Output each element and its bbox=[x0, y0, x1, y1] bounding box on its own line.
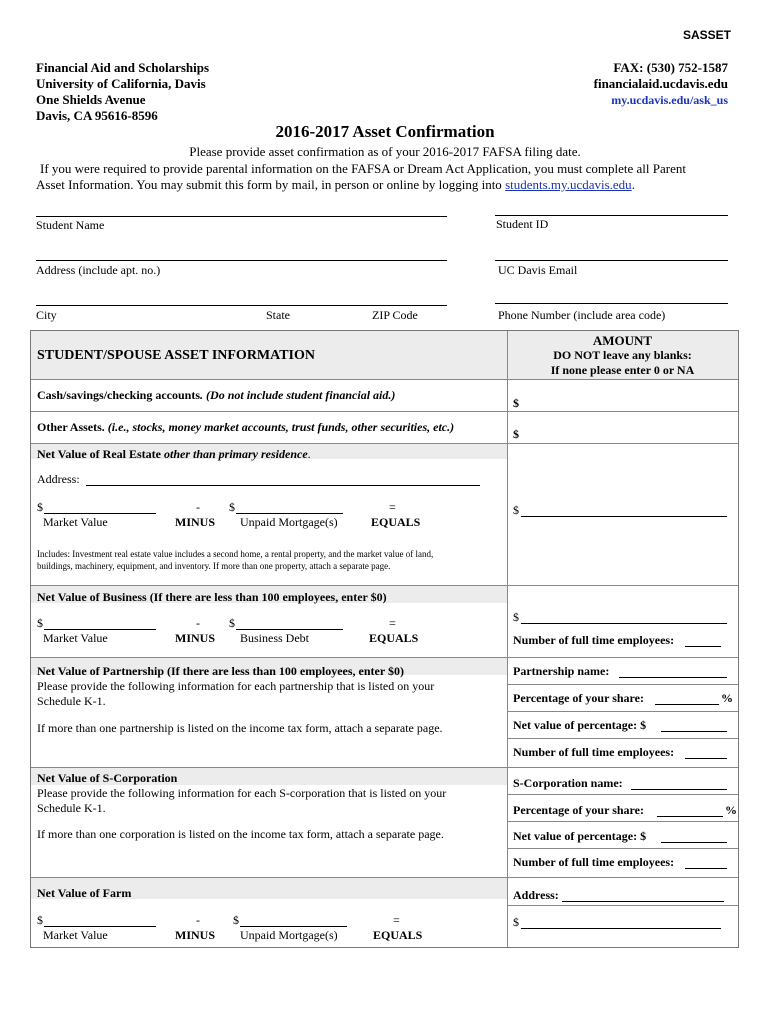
scorp-net-line[interactable] bbox=[661, 842, 727, 843]
business-title: Net Value of Business (If there are less than 100 employees, enter $0) bbox=[37, 590, 387, 604]
partnership-title: Net Value of Partnership (If there are less than 100 employees, enter $0) bbox=[37, 664, 404, 678]
farm-address-label: Address: bbox=[513, 888, 559, 902]
website: financialaid.ucdavis.edu bbox=[593, 76, 728, 91]
realestate-market-line[interactable] bbox=[44, 513, 156, 514]
farm-market-line[interactable] bbox=[44, 926, 156, 927]
scorp-name-line[interactable] bbox=[631, 789, 727, 790]
office-line2: University of California, Davis bbox=[36, 76, 206, 91]
intro-line3-end: . bbox=[631, 177, 635, 192]
cash-label bbox=[37, 388, 395, 403]
scorp-name-label: S-Corporation name: bbox=[513, 776, 623, 790]
farm-market-dollar: $ bbox=[37, 913, 43, 927]
email-label: UC Davis Email bbox=[498, 263, 578, 277]
farm-minus-sign: - bbox=[196, 913, 200, 927]
includes-line1: Includes: Investment real estate value includes a second home, a rental property, and the market value of land, bbox=[37, 549, 434, 559]
farm-address-line[interactable] bbox=[562, 901, 724, 902]
realestate-mortgage-line[interactable] bbox=[236, 513, 343, 514]
realestate-note: other than primary residence bbox=[163, 447, 308, 461]
scorp-line1: Please provide the following information for each S-corporation that is listed on your bbox=[37, 786, 447, 800]
student-name-label: Student Name bbox=[36, 218, 105, 232]
partnership-pct-line[interactable] bbox=[655, 704, 719, 705]
other-assets-title: Other Assets. bbox=[37, 420, 108, 434]
includes-line2: buildings, machinery, equipment, and inventory. If more than one property, attach a separate page. bbox=[37, 561, 391, 571]
scorp-text bbox=[37, 786, 446, 816]
phone-label: Phone Number (include area code) bbox=[498, 308, 666, 322]
row-divider bbox=[31, 411, 738, 412]
scorp-line2: Schedule K-1. bbox=[37, 801, 106, 815]
partnership-name-label: Partnership name: bbox=[513, 664, 610, 678]
other-assets-note: (i.e., stocks, money market accounts, trust funds, other securities, etc.) bbox=[107, 420, 455, 434]
farm-mortgage-line[interactable] bbox=[240, 926, 347, 927]
partnership-pct-sign: % bbox=[721, 691, 733, 705]
partnership-text bbox=[37, 679, 434, 709]
business-employees-label: Number of full time employees: bbox=[513, 633, 675, 647]
business-result-dollar: $ bbox=[513, 610, 519, 624]
partnership-name-line[interactable] bbox=[619, 677, 727, 678]
scorp-subline bbox=[507, 794, 738, 795]
ask-us-link[interactable]: my.ucdavis.edu/ask_us bbox=[611, 93, 728, 107]
realestate-equals-sign: = bbox=[389, 500, 396, 514]
partnership-line1: Please provide the following information for each partnership that is listed on your bbox=[37, 679, 435, 693]
partnership-subline bbox=[507, 711, 738, 712]
cash-note: . (Do not include student financial aid.) bbox=[200, 388, 396, 402]
realestate-mortgage-dollar: $ bbox=[229, 500, 235, 514]
city-label: City bbox=[36, 308, 57, 322]
scorp-subline bbox=[507, 848, 738, 849]
realestate-label bbox=[37, 447, 311, 462]
business-debt-label: Business Debt bbox=[240, 631, 309, 645]
realestate-market-label: Market Value bbox=[43, 515, 108, 529]
cash-title: Cash/savings/checking accounts bbox=[37, 388, 201, 402]
business-equals-label: EQUALS bbox=[369, 631, 419, 645]
farm-market-label: Market Value bbox=[43, 928, 108, 942]
business-equals-sign: = bbox=[389, 616, 396, 630]
student-id-label: Student ID bbox=[496, 217, 549, 231]
scorp-pct-line[interactable] bbox=[657, 816, 723, 817]
amount-note1: DO NOT leave any blanks: bbox=[553, 348, 692, 362]
realestate-equals-label: EQUALS bbox=[371, 515, 421, 529]
phone-line[interactable] bbox=[495, 303, 728, 304]
scorp-employees-label: Number of full time employees: bbox=[513, 855, 675, 869]
state-label: State bbox=[266, 308, 290, 322]
amount-header bbox=[507, 333, 738, 378]
partnership-employees-label: Number of full time employees: bbox=[513, 745, 675, 759]
scorp-subline bbox=[507, 821, 738, 822]
realestate-minus-label: MINUS bbox=[175, 515, 216, 529]
row-divider bbox=[31, 767, 738, 768]
farm-mortgage-label: Unpaid Mortgage(s) bbox=[240, 928, 338, 942]
business-debt-dollar: $ bbox=[229, 616, 235, 630]
realestate-address-colon: : bbox=[76, 472, 80, 486]
form-code: SASSET bbox=[683, 28, 732, 42]
students-portal-link[interactable]: students.my.ucdavis.edu bbox=[505, 177, 632, 192]
realestate-address-label bbox=[37, 472, 80, 487]
realestate-address-text: Address bbox=[37, 472, 77, 486]
office-contact bbox=[594, 60, 728, 108]
row-divider bbox=[31, 877, 738, 878]
scorp-pct-label: Percentage of your share: bbox=[513, 803, 644, 817]
row-divider bbox=[31, 657, 738, 658]
scorp-pct-sign: % bbox=[725, 803, 737, 817]
intro-line1: Please provide asset confirmation as of your 2016-2017 FAFSA filing date. bbox=[189, 144, 581, 159]
business-market-label: Market Value bbox=[43, 631, 108, 645]
realestate-address-line[interactable] bbox=[86, 485, 480, 486]
partnership-line2: Schedule K-1. bbox=[37, 694, 106, 708]
intro-line2: If you were required to provide parental information on the FAFSA or Dream Act Application, you must complete all Parent bbox=[40, 161, 686, 176]
fax-number: FAX: (530) 752-1587 bbox=[613, 60, 728, 75]
business-market-line[interactable] bbox=[44, 629, 156, 630]
realestate-title: Net Value of Real Estate bbox=[37, 447, 164, 461]
farm-minus-label: MINUS bbox=[175, 928, 216, 942]
amount-title: AMOUNT bbox=[592, 333, 653, 348]
partnership-pct-label: Percentage of your share: bbox=[513, 691, 644, 705]
farm-equals-sign: = bbox=[393, 913, 400, 927]
scorp-net-label: Net value of percentage: $ bbox=[513, 829, 647, 843]
partnership-note: If more than one partnership is listed on the income tax form, attach a separate page. bbox=[37, 721, 443, 735]
asset-table bbox=[30, 330, 739, 948]
business-result-line[interactable] bbox=[521, 623, 727, 624]
address-label: Address (include apt. no.) bbox=[36, 263, 161, 277]
scorp-note: If more than one corporation is listed on the income tax form, attach a separate page. bbox=[37, 827, 444, 841]
partnership-subline bbox=[507, 684, 738, 685]
farm-title: Net Value of Farm bbox=[37, 886, 132, 900]
row-divider bbox=[31, 379, 738, 380]
row-divider bbox=[31, 585, 738, 586]
office-line3: One Shields Avenue bbox=[36, 92, 146, 107]
intro-line3 bbox=[36, 177, 635, 193]
farm-result-line[interactable] bbox=[521, 928, 721, 929]
realestate-period: . bbox=[307, 447, 311, 461]
intro-line3-text: Asset Information. You may submit this form by mail, in person or online by logging into bbox=[36, 177, 506, 192]
office-line1: Financial Aid and Scholarships bbox=[36, 60, 210, 75]
student-id-line[interactable] bbox=[495, 215, 728, 216]
business-employees-line[interactable] bbox=[685, 646, 721, 647]
business-minus-sign: - bbox=[196, 616, 200, 630]
realestate-result-dollar: $ bbox=[513, 503, 519, 517]
realestate-minus-sign: - bbox=[196, 500, 200, 514]
office-line4: Davis, CA 95616-8596 bbox=[36, 108, 158, 123]
partnership-employees-line[interactable] bbox=[685, 758, 727, 759]
partnership-subline bbox=[507, 738, 738, 739]
partnership-net-line[interactable] bbox=[661, 731, 727, 732]
page-title: 2016-2017 Asset Confirmation bbox=[275, 122, 495, 141]
row-divider bbox=[31, 443, 738, 444]
other-assets-dollar[interactable]: $ bbox=[513, 427, 519, 441]
column-divider bbox=[507, 331, 508, 947]
farm-equals-label: EQUALS bbox=[373, 928, 423, 942]
scorp-employees-line[interactable] bbox=[685, 868, 727, 869]
address-line[interactable] bbox=[36, 260, 447, 261]
office-address bbox=[36, 60, 209, 124]
realestate-mortgage-label: Unpaid Mortgage(s) bbox=[240, 515, 338, 529]
realestate-result-line[interactable] bbox=[521, 516, 727, 517]
section-title: STUDENT/SPOUSE ASSET INFORMATION bbox=[37, 348, 315, 363]
partnership-net-label: Net value of percentage: $ bbox=[513, 718, 647, 732]
farm-result-dollar: $ bbox=[513, 915, 519, 929]
farm-subline bbox=[507, 905, 738, 906]
other-assets-label bbox=[37, 420, 454, 435]
scorp-title: Net Value of S-Corporation bbox=[37, 771, 178, 785]
realestate-includes bbox=[37, 548, 433, 572]
zip-label: ZIP Code bbox=[372, 308, 418, 322]
business-minus-label: MINUS bbox=[175, 631, 216, 645]
business-debt-line[interactable] bbox=[236, 629, 343, 630]
student-name-line[interactable] bbox=[36, 216, 447, 217]
realestate-market-dollar: $ bbox=[37, 500, 43, 514]
email-line[interactable] bbox=[495, 260, 728, 261]
amount-note2: If none please enter 0 or NA bbox=[550, 363, 695, 377]
city-state-zip-line[interactable] bbox=[36, 305, 447, 306]
farm-mortgage-dollar: $ bbox=[233, 913, 239, 927]
business-market-dollar: $ bbox=[37, 616, 43, 630]
cash-dollar[interactable]: $ bbox=[513, 396, 519, 410]
